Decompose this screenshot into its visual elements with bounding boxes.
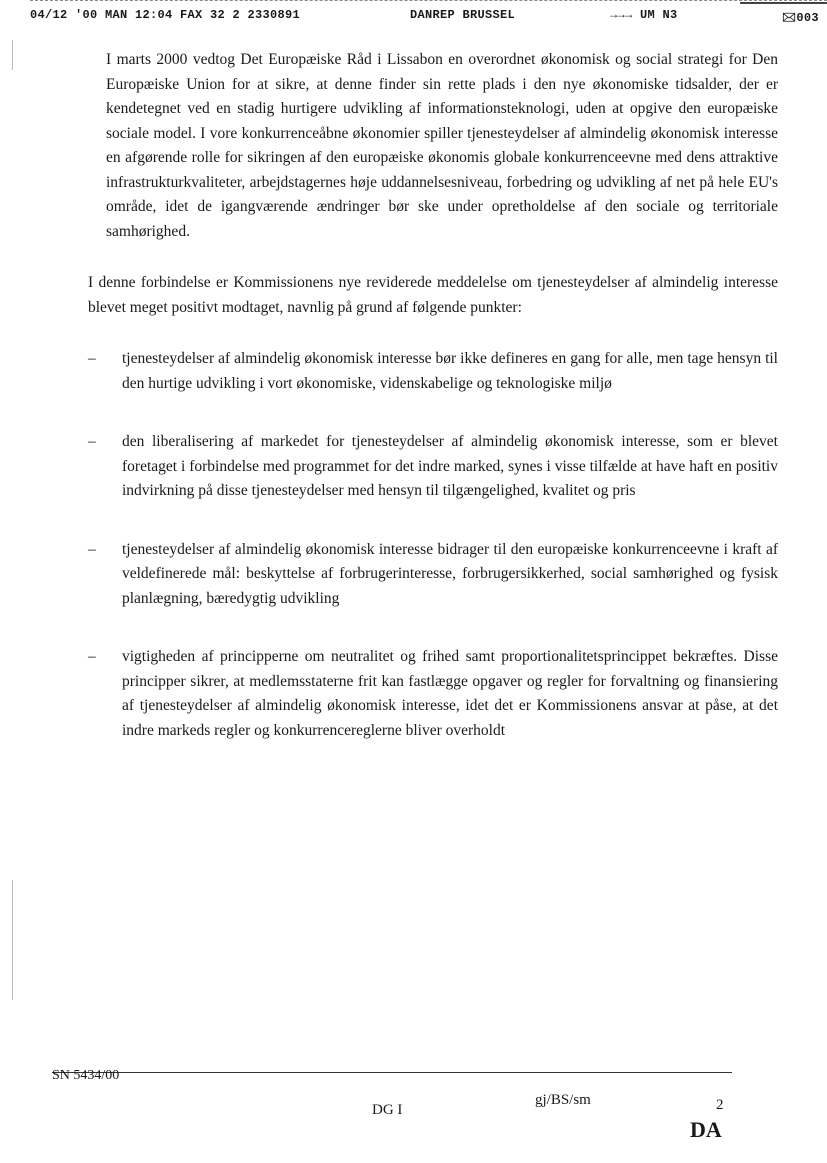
second-paragraph: I denne forbindelse er Kommissionens nye reviderede meddelelse om tjenesteydelser af almindelig interesse blevet meget positivt modtaget, navnlig på grund af følgende punkter:	[88, 274, 778, 316]
fax-top-rule	[30, 0, 827, 1]
footer-rule	[52, 1072, 732, 1073]
list-item-text: vigtigheden af principperne om neutralitet og frihed samt proportionalitetsprincippet bekræftes. Disse principper sikrer, at medlemsstaterne frit kan fastlægge opgaver og regler for forvaltning og finansiering af tjenesteydelser af almindelig økonomisk interesse, idet det er Kommissionens ansvar at påse, at det indre markeds regler og konkurrencereglerne bliver overholdt	[122, 648, 778, 739]
list-item	[88, 538, 778, 612]
scan-artifact	[12, 40, 13, 70]
dash-bullet: –	[88, 648, 96, 665]
page-number: 2	[716, 1097, 724, 1113]
list-item-text: tjenesteydelser af almindelig økonomisk interesse bør ikke defineres en gang for alle, men tage hensyn til den hurtige udvikling i vort økonomiske, videnskabelige og teknologiske miljø	[122, 350, 778, 392]
language-code: DA	[690, 1117, 722, 1142]
document-number: SN 5434/00	[52, 1068, 120, 1083]
fax-header	[30, 8, 827, 28]
directorate-label: DG I	[372, 1102, 403, 1118]
list-item	[88, 430, 778, 504]
fax-destination: →→→ UM N3	[610, 8, 678, 22]
list-item	[88, 347, 778, 396]
dash-bullet: –	[88, 540, 96, 558]
bullet-list	[88, 347, 778, 743]
dash-bullet: –	[88, 433, 96, 450]
document-body	[88, 48, 778, 777]
dash-bullet: –	[88, 350, 96, 367]
fax-sender: DANREP BRUSSEL	[410, 8, 516, 22]
fax-date-time: 04/12 '00 MAN 12:04 FAX 32 2 2330891	[30, 8, 301, 22]
list-item-text: tjenesteydelser af almindelig økonomisk interesse bidrager til den europæiske konkurrenceevne i kraft af veldefinerede mål: beskyttelse af forbrugerinteresse, forbrugersikkerhed, social samhørighed og fysisk planlægning, bæredygtig udvikling	[122, 540, 778, 607]
reference-initials: gj/BS/sm	[535, 1092, 591, 1108]
list-item-text: den liberalisering af markedet for tjenesteydelser af almindelig økonomisk interesse, som er blevet foretaget i forbindelse med programmet for det indre marked, synes i visse tilfælde at have haft en positiv indvirkning på disse tjenesteydelser med hensyn til tilgængelighed, kvalitet og pris	[122, 433, 778, 499]
list-item	[88, 645, 778, 743]
scan-artifact	[12, 880, 13, 1000]
intro-paragraph: I marts 2000 vedtog Det Europæiske Råd i Lissabon en overordnet økonomisk og social strategi for Den Europæiske Union for at sikre, at denne finder sin rette plads i den nye økonomiske tidsalder, der er kendetegnet ved en stadig hurtigere udvikling af informationsteknologi, uden at opgive den europæiske sociale model. I vore konkurrenceåbne økonomier spiller tjenesteydelser af almindelig økonomisk interesse en afgørende rolle for sikringen af den europæiske økonomis globale konkurrenceevne med dens attraktive infrastrukturkvaliteter, arbejdstagernes høje uddannelsesniveau, forbedring og udvikling af net på hele EU's område, idet de igangværende ændringer bør ske under opretholdelse af den sociale og territoriale samhørighed.	[106, 51, 778, 240]
fax-top-rule-right	[740, 2, 827, 4]
fax-page-counter: 🖂003	[782, 11, 819, 25]
